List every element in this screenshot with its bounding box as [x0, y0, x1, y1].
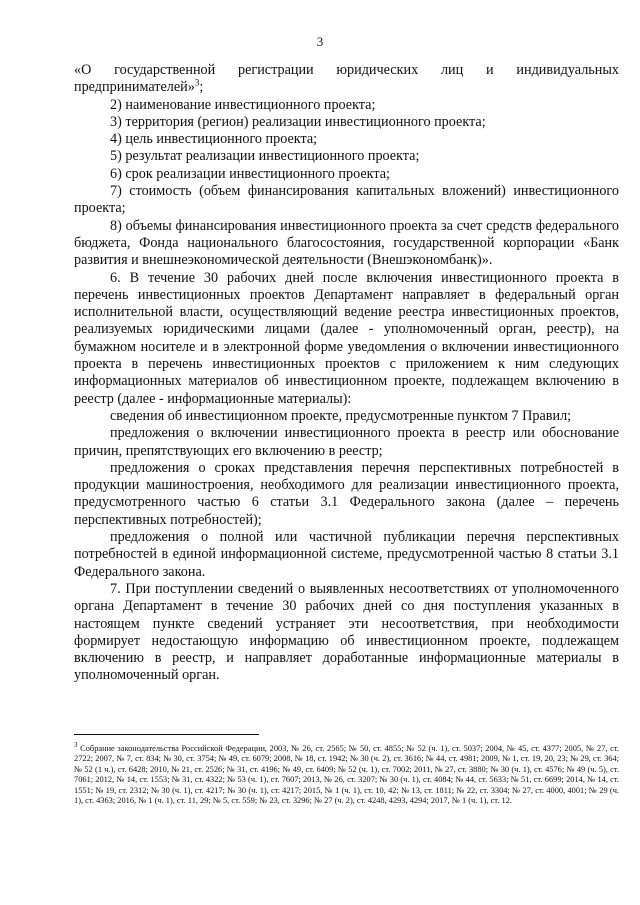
- sub-item: предложения о полной или частичной публикации перечня перспективных потребностей в единой информационной системе, предусмотренной частью 8 статьи 3.1 Федерального закона.: [74, 529, 619, 580]
- list-item: 2) наименование инвестиционного проекта;: [110, 96, 376, 113]
- footnote-text: Собрание законодательства Российской Федерации, 2003, № 26, ст. 2565; № 50, ст. 4855; № 52 (ч. 1), ст. 5037; 2004, № 45, ст. 4377; 2005, № 27, ст. 2722; 2007, № 7, ст. 834; № 30, ст. 3754; № 49, ст. 6079; 2008, № 18, ст. 1942; № 30 (ч. 2), ст. 3616; № 44, ст. 4981; 2009, № 1, ст. 19, 20, 23; № 29, ст. 364; № 52 (1 ч.), ст. 6428; 2010, № 21, ст. 2526; № 31, ст. 4196; № 49, ст. 6409; № 52 (ч. 1), ст. 7002; 2011, № 27, ст. 3880; № 30 (ч. 1), ст. 4576; № 49 (ч. 5), ст. 7061; 2012, № 14, ст. 1553; № 31, ст. 4322; № 53 (ч. 1), ст. 7607; 2013, № 26, ст. 3207; № 30 (ч. 1), ст. 4084; № 44, ст. 5633; № 51, ст. 6699; 2014, № 14, ст. 1551; № 19, ст. 2312; № 30 (ч. 1), ст. 4217; № 30 (ч. 1), ст. 4217; 2015, № 1 (ч. 1), ст. 10, 42; № 13, ст. 1811; № 22, ст. 3304; № 27, ст. 4000, 4001; № 29 (ч. 1), ст. 4363; 2016, № 1 (ч. 1), ст. 11, 29; № 5, ст. 559; № 23, ст. 3296; № 27 (ч. 2), ст. 4248, 4293, 4294; 2017, № 1 (ч. 1), ст. 12.: [74, 744, 619, 806]
- sub-item: предложения о включении инвестиционного проекта в реестр или обоснование причин, препятствующих его включению в реестр;: [74, 425, 619, 459]
- list-item: 8) объемы финансирования инвестиционного проекта за счет средств федерального бюджета, Фонда национального благосостояния, государственной корпорации «Банк развития и внешнеэкономической деятельности (Внешэкономбанк)».: [74, 217, 619, 269]
- list-item: 5) результат реализации инвестиционного проекта;: [110, 148, 420, 165]
- sub-item: сведения об инвестиционном проекте, предусмотренные пунктом 7 Правил;: [110, 407, 572, 424]
- clause-6: 6. В течение 30 рабочих дней после включения инвестиционного проекта в перечень инвестиционных проектов Департамент направляет в федеральный орган исполнительной власти, осуществляющий ведение реестра инвестиционных проектов, реализуемых юридическими лицами (далее - уполномоченный орган, реестр), на бумажном носителе и в электронной форме уведомления о включении инвестиционного проекта в перечень инвестиционных проектов с приложением к ним следующих информационных материалов об инвестиционном проекте, подлежащем включению в реестр (далее - информационные материалы):: [74, 269, 619, 407]
- footnote-mark: 3: [74, 741, 78, 750]
- clause-7: 7. При поступлении сведений о выявленных несоответствиях от уполномоченного органа Департамент в течение 30 рабочих дней со дня поступления указанных в настоящем пункте сведений устраняет эти несоответствия, при необходимости формирует недостающую информацию об инвестиционном проекте, подлежащем включению в реестр, и направляет доработанные информационные материалы в уполномоченный орган.: [74, 580, 619, 684]
- footnote: [74, 741, 619, 806]
- footnote-reference: 3: [194, 77, 200, 88]
- paragraph-tail: ;: [199, 79, 204, 96]
- document-body: [74, 62, 619, 685]
- page-number: 3: [316, 34, 324, 49]
- list-item: 6) срок реализации инвестиционного проекта;: [110, 165, 390, 182]
- list-item: 3) территория (регион) реализации инвестиционного проекта;: [110, 113, 486, 130]
- paragraph-continuation: [74, 62, 619, 97]
- list-item: 4) цель инвестиционного проекта;: [110, 131, 318, 148]
- sub-item: предложения о сроках представления перечня перспективных потребностей в продукции машиностроения, необходимого для реализации инвестиционного проекта, предусмотренного частью 6 статьи 3.1 Федерального закона (далее – перечень перспективных потребностей);: [74, 459, 619, 528]
- list-item: 7) стоимость (объем финансирования капитальных вложений) инвестиционного проекта;: [74, 183, 619, 217]
- paragraph-text: «О государственной регистрации юридических лиц и индивидуальных предпринимателей»: [74, 62, 619, 96]
- footnote-divider: [74, 734, 259, 735]
